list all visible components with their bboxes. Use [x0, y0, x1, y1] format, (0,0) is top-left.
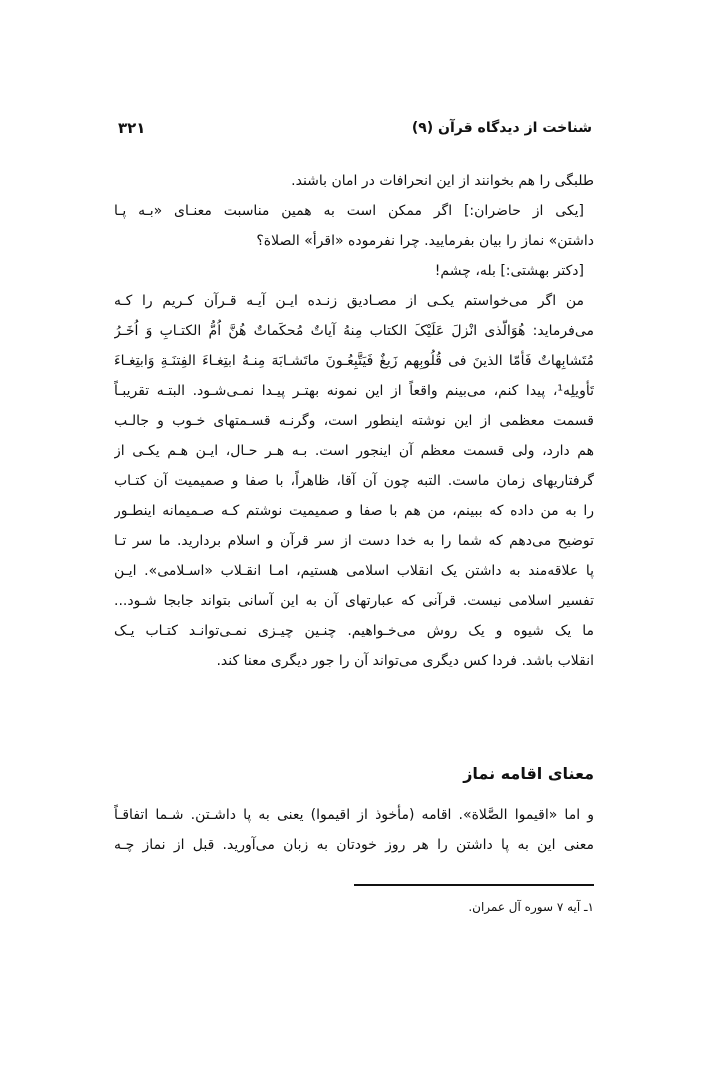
text-line: هم دارد، ولی قسمت معظم آن اینجور است. بـه هـر حـال، ایـن هـم یکـی از: [114, 443, 594, 459]
running-head: [118, 116, 592, 144]
text-line: ما یک شیوه و یک روش می‌خـواهیم. چنـین چیـزی نمـی‌توانـد کتـاب یـک: [114, 623, 594, 639]
text-line: مُتَشابِهاتٌ فَأمّا الذینَ فی قُلُوبِهم زَیغٌ فَیَتَّبِعُـونَ ماتَشـابَهَ مِنـهُ ابتِغـاءَ الفِتنَـةِ وَابتِغـاءَ: [114, 353, 594, 369]
page-number: ۳۲۱: [118, 119, 146, 137]
text-line: می‌فرماید: هُوَالّذی انْزلَ عَلَیْکَ الکتاب مِنهُ آیاتٌ مُحکَماتٌ هُنَّ اُمُّ الکتـابِ وَ اُخَـرُ: [114, 323, 594, 339]
text-line: تفسیر اسلامی نیست. قرآنی که عبارتهای آن به این آسانی بتواند جابجا شـود...: [114, 593, 594, 609]
text-line: و اما «اقیموا الصَّلاة». اقامه (مأخوذ از اقیموا) یعنی به پا داشـتن. شـما اتفاقـاً: [114, 807, 594, 823]
section-text: [114, 800, 594, 860]
text-line: پا علاقه‌مند به داشتن یک انقلاب اسلامی هستیم، امـا انقـلاب «اسـلامی». ایـن: [114, 563, 594, 579]
text-line: را به من داده که ببینم، من هم با صفا و صمیمیت نوشتم کـه صـمیمانه اینطـور: [114, 503, 594, 519]
chapter-title: شناخت از دیدگاه قرآن (۹): [411, 120, 592, 136]
text-line: تَأویلِه¹، پیدا کنم، می‌بینم واقعاً از این نمونه بهتـر پیـدا نمـی‌شـود. البتـه تقریبـاً: [114, 383, 594, 399]
text-line: گرفتاریهای زمان ماست. التبه چون آن آقا، ظاهراً، با صفا و صمیمیت آن کتـاب: [114, 473, 594, 489]
text-line: [یکی از حاضران:] اگر ممکن است به همین مناسبت معنـای «بـه پـا: [114, 203, 584, 219]
body-text: [114, 166, 594, 676]
section-heading: معنای اقامه نماز: [463, 764, 594, 783]
text-line: معنی این به پا داشتن را هر روز خودتان به زبان می‌آورید. قبل از نماز چـه: [114, 837, 594, 853]
text-line: طلبگی را هم بخوانند از این انحرافات در امان باشند.: [291, 173, 594, 189]
text-line: من اگر می‌خواستم یکـی از مصـادیق زنـده ایـن آیـه قـرآن کـریم را کـه: [114, 293, 584, 309]
text-line: داشتن» نماز را بیان بفرمایید. چرا نفرموده «اقرأ» الصلاة؟: [256, 233, 594, 249]
text-line: قسمت معظمی از این نوشته اینطور است، وگرنـه قسـمتهای خـوب و جالـب: [114, 413, 594, 429]
footnote: ۱ـ آیه ۷ سوره آل عمران.: [468, 900, 594, 914]
footnote-divider: [354, 884, 594, 886]
text-line: توضیح می‌دهم که شما را به خدا دست از سر قرآن و اسلام بردارید. ما سر تـا: [114, 533, 594, 549]
text-line: [دکتر بهشتی:] بله، چشم!: [434, 263, 584, 279]
text-line: انقلاب باشد. فردا کس دیگری می‌تواند آن را جور دیگری معنا کند.: [216, 653, 594, 669]
